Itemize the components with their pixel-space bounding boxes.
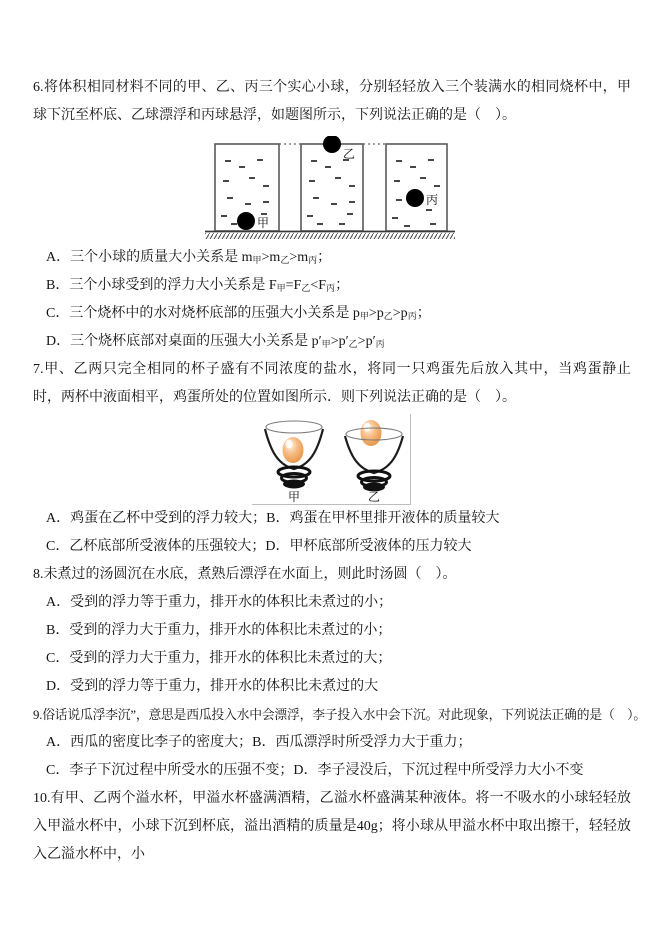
question-9-stem: 9.俗话说瓜浮李沉”，意思是西瓜投入水中会漂浮，李子投入水中会下沉。对此现象，下列说法正确的是（ ）。 (33, 708, 646, 722)
q9-options-line-cd: C．李子下沉过程中所受水的压强不变；D．李子浸没后，下沉过程中所受浮力大小不变 (46, 763, 584, 778)
q6-option-a-text: A．三个小球的质量大小关系是 (46, 250, 242, 265)
q8-option-c: C．受到的浮力大于重力，排开水的体积比未煮过的大； (46, 651, 392, 666)
ball-jia-icon (237, 212, 255, 230)
egg-cup-figure-svg (252, 414, 410, 504)
q6-option-b-text: B．三个小球受到的浮力大小关系是 (46, 278, 269, 293)
q6-option-a-formula: $m_甲>m_乙>m_丙$； (241, 250, 332, 265)
egg-highlight (286, 440, 293, 449)
ball-yi-icon (323, 136, 341, 153)
q6-option-b-formula: $F_甲=F_乙<F_丙$； (268, 278, 350, 293)
q8-option-d: D．受到的浮力等于重力，排开水的体积比未煮过的大 (46, 679, 379, 694)
q6-option-c (33, 300, 631, 328)
ball-bing-icon (406, 189, 424, 207)
goblet-yi (345, 420, 403, 492)
q6-option-c-formula: $p_甲>p_乙>p_丙$； (352, 306, 431, 321)
q7-options-line-ab: A．鸡蛋在乙杯中受到的浮力较大；B．鸡蛋在甲杯里排开液体的质量较大 (46, 511, 500, 526)
q8-option-a: A．受到的浮力等于重力，排开水的体积比未煮过的小； (46, 595, 393, 610)
water-surface-jia (266, 421, 322, 433)
beaker-figure-svg (205, 136, 455, 240)
question-7-stem: 7.甲、乙两只完全相同的杯子盛有不同浓度的盐水，将同一只鸡蛋先后放入其中，当鸡蛋静止时，两杯中液面相平，鸡蛋所处的位置如图所示．则下列说法正确的是（ ）。 (33, 362, 631, 405)
ball-jia-label: 甲 (257, 216, 270, 230)
goblet-jia-label: 甲 (288, 490, 301, 504)
egg-yi-icon (361, 420, 382, 446)
goblet-jia (265, 421, 323, 489)
goblet-yi-label: 乙 (368, 490, 381, 504)
beaker-figure (205, 136, 455, 240)
q6-option-c-text: C．三个烧杯中的水对烧杯底部的压强大小关系是 (46, 306, 353, 321)
q6-option-d-text: D．三个烧杯底部对桌面的压强大小关系是 (46, 334, 312, 349)
question-10-stem: 10.有甲、乙两个溢水杯，甲溢水杯盛满酒精，乙溢水杯盛满某种液体。将一不吸水的小球轻轻放入甲溢水杯中，小球下沉到杯底，溢出酒精的质量是40g；将小球从甲溢水杯中取出擦干，轻轻放入乙溢水杯中，小 (33, 791, 631, 862)
q8-option-b: B．受到的浮力大于重力，排开水的体积比未煮过的小； (46, 623, 392, 638)
egg-cup-figure (252, 414, 411, 505)
egg-jia-icon (283, 437, 304, 463)
water-dashes-yi (307, 160, 355, 224)
q6-option-a (33, 244, 631, 272)
goblet-jia-base (283, 480, 305, 489)
question-8-stem: 8.未煮过的汤圆沉在水底，煮熟后漂浮在水面上，则此时汤圆（ ）。 (33, 567, 457, 582)
egg-highlight (364, 423, 371, 432)
ball-bing-label: 丙 (426, 193, 439, 207)
ball-yi-label: 乙 (343, 147, 356, 161)
q6-option-b (33, 272, 631, 300)
ground-hatching (205, 233, 455, 239)
q9-options-line-ab: A．西瓜的密度比李子的密度大；B．西瓜漂浮时所受浮力大于重力； (46, 735, 472, 750)
q6-option-d (33, 328, 631, 356)
question-6-stem: 6.将体积相同材料不同的甲、乙、丙三个实心小球，分别轻轻放入三个装满水的相同烧杯中，甲球下沉至杯底、乙球漂浮和丙球悬浮，如题图所示，下列说法正确的是（ ）。 (33, 80, 631, 123)
q6-option-d-formula: $p'_甲>p'_乙>p'_丙$ (311, 334, 385, 349)
q7-options-line-cd: C．乙杯底部所受液体的压强较大；D．甲杯底部所受液体的压力较大 (46, 539, 472, 554)
